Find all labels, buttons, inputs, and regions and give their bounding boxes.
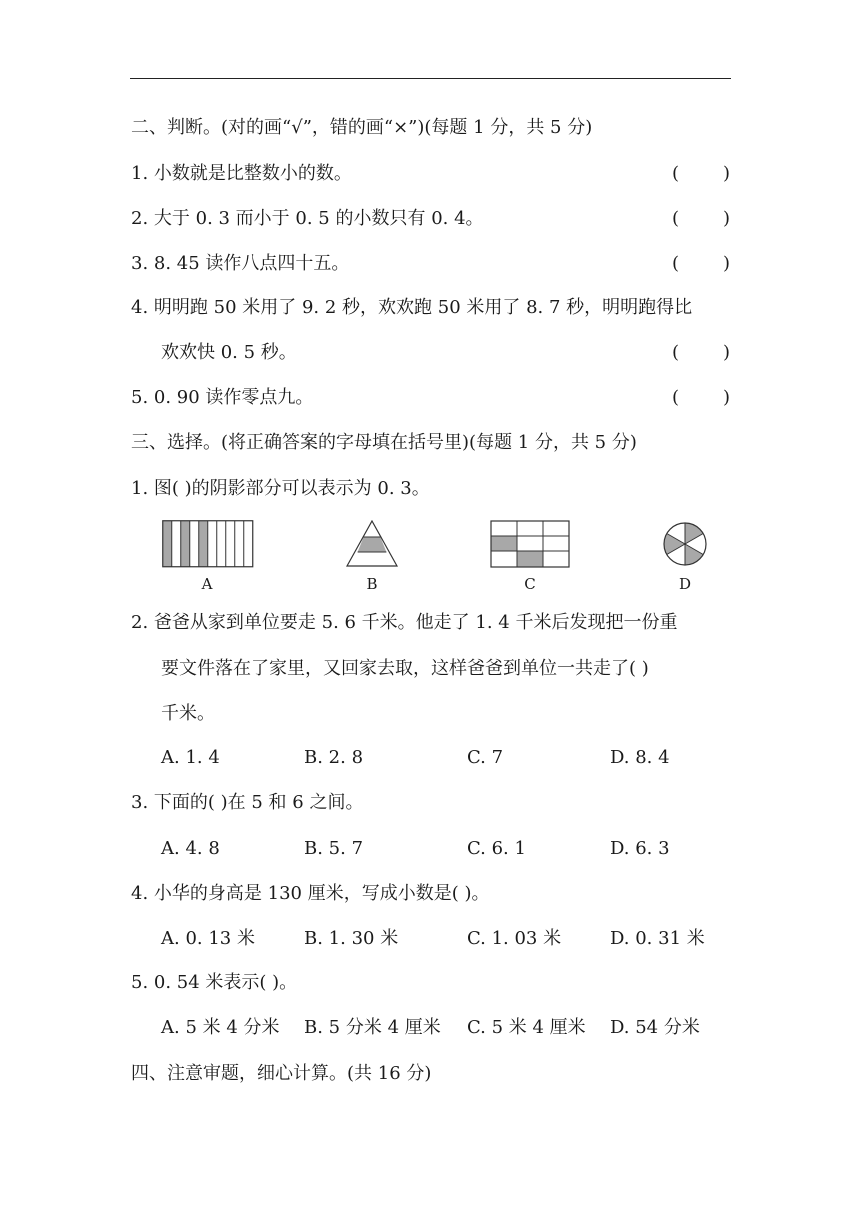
q2-option-a[interactable]: A. 1. 4 — [161, 747, 220, 768]
answer-paren-3[interactable]: ( ) — [672, 253, 730, 274]
figure-a-strips — [162, 520, 254, 568]
judge-question-5: 5. 0. 90 读作零点九。 — [131, 387, 314, 408]
q5-option-c[interactable]: C. 5 米 4 厘米 — [467, 1017, 586, 1038]
choice-question-2-line1: 2. 爸爸从家到单位要走 5. 6 千米。他走了 1. 4 千米后发现把一份重 — [131, 612, 678, 633]
choice-question-4: 4. 小华的身高是 130 厘米，写成小数是( )。 — [131, 883, 490, 904]
q2-option-c[interactable]: C. 7 — [467, 747, 504, 768]
judge-question-3: 3. 8. 45 读作八点四十五。 — [131, 253, 350, 274]
answer-paren-5[interactable]: ( ) — [672, 387, 730, 408]
q4-option-a[interactable]: A. 0. 13 米 — [161, 928, 255, 949]
choice-question-2-line3: 千米。 — [161, 703, 215, 724]
choice-question-2-line2: 要文件落在了家里，又回家去取，这样爸爸到单位一共走了( ) — [161, 658, 649, 679]
judge-question-2: 2. 大于 0. 3 而小于 0. 5 的小数只有 0. 4。 — [131, 208, 484, 229]
q4-option-d[interactable]: D. 0. 31 米 — [610, 928, 705, 949]
q3-option-a[interactable]: A. 4. 8 — [161, 838, 220, 859]
q2-option-b[interactable]: B. 2. 8 — [304, 747, 364, 768]
choice-question-3: 3. 下面的( )在 5 和 6 之间。 — [131, 792, 364, 813]
q3-option-b[interactable]: B. 5. 7 — [304, 838, 364, 859]
q3-option-d[interactable]: D. 6. 3 — [610, 838, 670, 859]
judge-question-4-cont: 欢欢快 0. 5 秒。 — [161, 342, 297, 363]
judge-question-1: 1. 小数就是比整数小的数。 — [131, 163, 352, 184]
figure-label-a: A — [201, 575, 213, 593]
section3-heading: 三、选择。(将正确答案的字母填在括号里)(每题 1 分，共 5 分) — [131, 432, 637, 453]
section2-heading: 二、判断。(对的画“√”，错的画“×”)(每题 1 分，共 5 分) — [131, 117, 593, 138]
answer-paren-1[interactable]: ( ) — [672, 163, 730, 184]
figure-b-triangle — [346, 520, 398, 568]
figure-c-grid — [490, 520, 570, 568]
answer-paren-2[interactable]: ( ) — [672, 208, 730, 229]
header-rule — [130, 78, 731, 79]
q5-option-b[interactable]: B. 5 分米 4 厘米 — [304, 1017, 441, 1038]
q4-option-b[interactable]: B. 1. 30 米 — [304, 928, 399, 949]
q2-option-d[interactable]: D. 8. 4 — [610, 747, 670, 768]
figure-label-d: D — [678, 575, 692, 593]
figure-label-b: B — [366, 575, 378, 593]
q5-option-a[interactable]: A. 5 米 4 分米 — [161, 1017, 280, 1038]
q5-option-d[interactable]: D. 54 分米 — [610, 1017, 700, 1038]
section4-heading: 四、注意审题，细心计算。(共 16 分) — [131, 1063, 432, 1084]
choice-question-5: 5. 0. 54 米表示( )。 — [131, 972, 298, 993]
choice-question-1: 1. 图( )的阴影部分可以表示为 0. 3。 — [131, 478, 430, 499]
q4-option-c[interactable]: C. 1. 03 米 — [467, 928, 562, 949]
figure-d-circle — [662, 521, 708, 567]
figure-label-c: C — [524, 575, 536, 593]
judge-question-4: 4. 明明跑 50 米用了 9. 2 秒，欢欢跑 50 米用了 8. 7 秒，明明跑得比 — [131, 297, 693, 318]
answer-paren-4[interactable]: ( ) — [672, 342, 730, 363]
q3-option-c[interactable]: C. 6. 1 — [467, 838, 526, 859]
